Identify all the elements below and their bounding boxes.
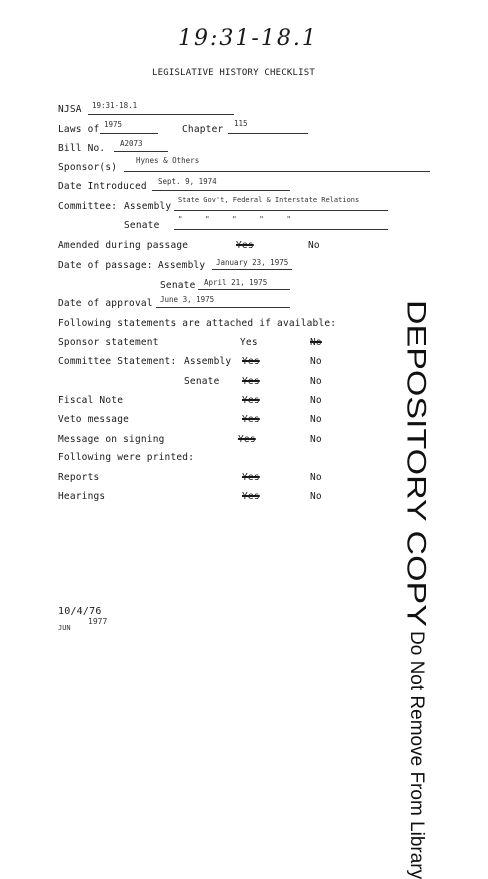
committee-statement-label: Committee Statement: — [58, 356, 177, 367]
committee-statement-assembly-no: No — [310, 356, 322, 367]
do-not-remove-text: Do Not Remove From Library — [406, 631, 427, 879]
committee-statement-senate-yes: Yes — [242, 376, 260, 387]
sponsor-statement-label: Sponsor statement — [58, 337, 159, 348]
passage-label: Date of passage: — [58, 260, 153, 271]
footer-stamp-month: JUN — [58, 624, 71, 632]
introduced-value: Sept. 9, 1974 — [158, 177, 217, 186]
laws-value: 1975 — [104, 120, 123, 129]
laws-label: Laws of — [58, 124, 100, 135]
committee-statement-senate-no: No — [310, 376, 322, 387]
committee-label: Committee: — [58, 201, 118, 212]
chapter-label: Chapter — [182, 124, 224, 135]
sponsor-value: Hynes & Others — [136, 156, 200, 165]
reports-yes: Yes — [242, 472, 260, 483]
fiscal-note-label: Fiscal Note — [58, 395, 124, 406]
message-on-signing-label: Message on signing — [58, 434, 165, 445]
document-title: LEGISLATIVE HISTORY CHECKLIST — [152, 68, 315, 78]
amended-yes: Yes — [236, 240, 254, 251]
committee-assembly-label: Assembly — [124, 201, 172, 212]
depository-stamp — [396, 300, 435, 879]
amended-no: No — [308, 240, 320, 251]
passage-senate-line — [198, 289, 290, 290]
approval-line — [156, 307, 290, 308]
sponsor-statement-yes: Yes — [240, 337, 258, 348]
reports-no: No — [310, 472, 322, 483]
passage-senate-value: April 21, 1975 — [204, 278, 268, 287]
committee-senate-label: Senate — [124, 220, 160, 231]
hearings-no: No — [310, 491, 322, 502]
passage-assembly-line — [212, 269, 292, 270]
message-on-signing-yes: Yes — [238, 434, 256, 445]
approval-label: Date of approval — [58, 298, 153, 309]
chapter-line — [228, 133, 308, 134]
fiscal-note-yes: Yes — [242, 395, 260, 406]
bill-value: A2073 — [120, 139, 143, 148]
chapter-value: 115 — [234, 119, 248, 128]
reports-label: Reports — [58, 472, 100, 483]
committee-statement-assembly: Assembly — [184, 356, 232, 367]
approval-value: June 3, 1975 — [160, 295, 215, 304]
njsa-value: 19:31-18.1 — [92, 101, 138, 110]
njsa-line — [88, 114, 234, 115]
committee-senate-value: " " " " " — [178, 215, 291, 224]
hearings-label: Hearings — [58, 491, 106, 502]
passage-assembly-value: January 23, 1975 — [216, 258, 289, 267]
depository-copy-text: DEPOSITORY COPY — [401, 300, 431, 627]
passage-senate-label: Senate — [160, 280, 196, 291]
committee-assembly-value: State Gov't, Federal & Interstate Relations — [178, 196, 360, 204]
njsa-label: NJSA — [58, 104, 82, 115]
footer-stamp-year: 1977 — [88, 617, 108, 626]
bill-label: Bill No. — [58, 143, 106, 154]
message-on-signing-no: No — [310, 434, 322, 445]
introduced-label: Date Introduced — [58, 181, 147, 192]
veto-message-yes: Yes — [242, 414, 260, 425]
passage-assembly-label: Assembly — [158, 260, 206, 271]
committee-assembly-line — [174, 210, 388, 211]
sponsor-line — [124, 171, 430, 172]
committee-statement-assembly-yes: Yes — [242, 356, 260, 367]
veto-message-no: No — [310, 414, 322, 425]
laws-line — [100, 133, 158, 134]
veto-message-label: Veto message — [58, 414, 130, 425]
bill-line — [114, 151, 168, 152]
hearings-yes: Yes — [242, 491, 260, 502]
sponsor-statement-no: No — [310, 337, 322, 348]
footer-date: 10/4/76 — [58, 606, 102, 617]
committee-senate-line — [174, 229, 388, 230]
statements-heading: Following statements are attached if available: — [58, 318, 337, 329]
fiscal-note-no: No — [310, 395, 322, 406]
handwritten-citation: 19:31-18.1 — [178, 26, 318, 51]
sponsor-label: Sponsor(s) — [58, 162, 118, 173]
amended-label: Amended during passage — [58, 240, 189, 251]
printed-heading: Following were printed: — [58, 452, 195, 463]
committee-statement-senate: Senate — [184, 376, 220, 387]
introduced-line — [152, 190, 290, 191]
